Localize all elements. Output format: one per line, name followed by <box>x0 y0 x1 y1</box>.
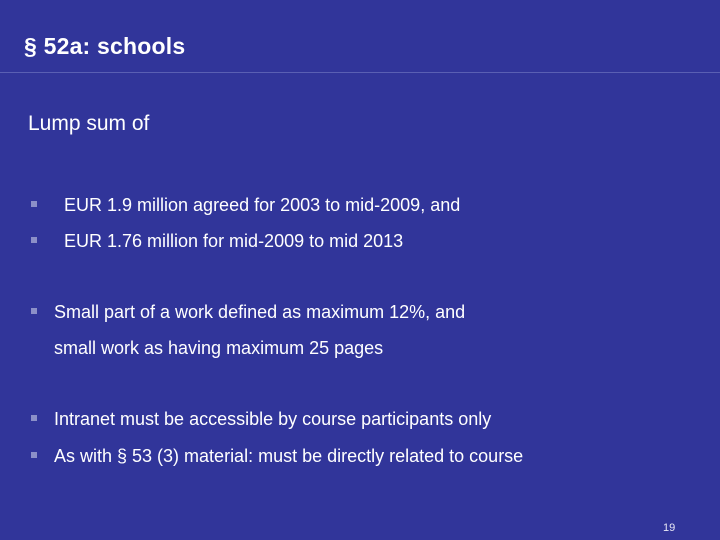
title-divider <box>0 72 720 73</box>
square-bullet-icon <box>31 415 37 421</box>
square-bullet-icon <box>31 308 37 314</box>
intro-text: Lump sum of <box>28 112 150 135</box>
bullet-1-line-2: small work as having maximum 25 pages <box>54 338 384 358</box>
slide-title: § 52a: schools <box>24 33 186 59</box>
bullet-2: Intranet must be accessible by course participants only <box>54 409 492 429</box>
sub-bullet-2: EUR 1.76 million for mid-2009 to mid 2013 <box>64 231 404 251</box>
sub-bullet-1: EUR 1.9 million agreed for 2003 to mid-2009, and <box>64 195 461 215</box>
page-number: 19 <box>663 522 676 534</box>
bullet-1-line-1: Small part of a work defined as maximum 12%, and <box>54 302 466 322</box>
square-bullet-icon <box>31 237 37 243</box>
square-bullet-icon <box>31 452 37 458</box>
square-bullet-icon <box>31 201 37 207</box>
bullet-3: As with § 53 (3) material: must be directly related to course <box>54 446 524 466</box>
